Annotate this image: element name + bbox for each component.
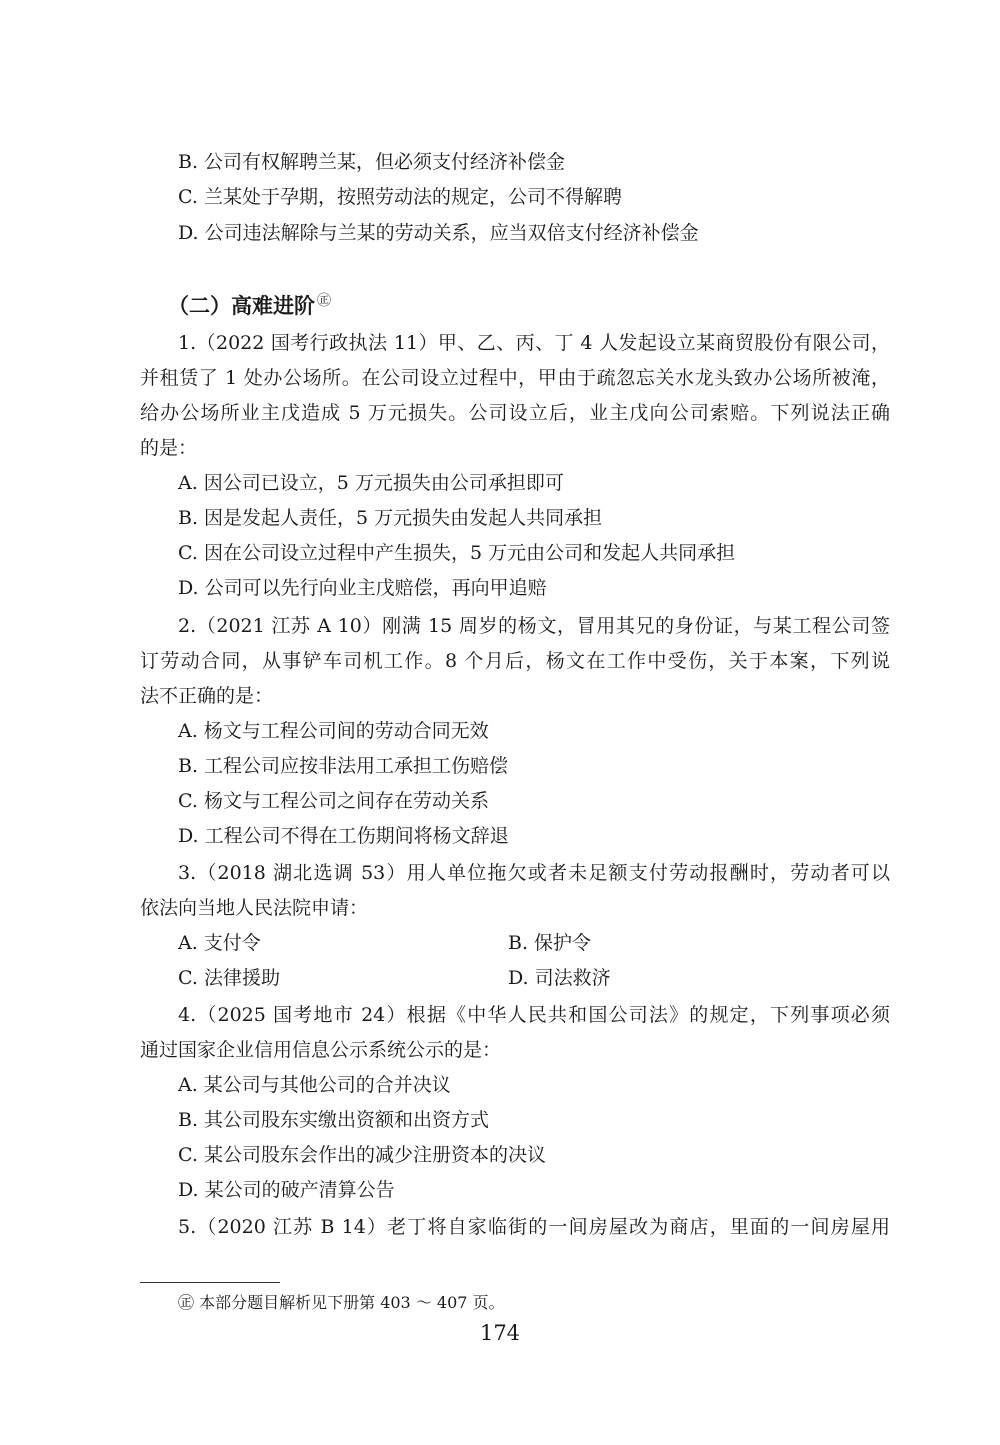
q2-line-2: 订劳动合同，从事铲车司机工作。8 个月后，杨文在工作中受伤，关于本案，下列说 <box>140 650 890 672</box>
q3-option-d: D. 司法救济 <box>508 967 611 989</box>
flower-mark-icon: ㊣ <box>317 293 331 309</box>
q2-option-a: A. 杨文与工程公司间的劳动合同无效 <box>178 720 489 742</box>
q5-line-1: 5.（2020 江苏 B 14）老丁将自家临街的一间房屋改为商店，里面的一间房屋用 <box>178 1216 890 1238</box>
footnote <box>178 1293 505 1313</box>
q4-option-a: A. 某公司与其他公司的合并决议 <box>178 1074 451 1096</box>
q3-option-b: B. 保护令 <box>508 932 592 954</box>
q2-line-3: 法不正确的是： <box>140 685 274 707</box>
q2-option-d: D. 工程公司不得在工伤期间将杨文辞退 <box>178 825 509 847</box>
section-heading <box>168 287 331 320</box>
q1-option-c: C. 因在公司设立过程中产生损失，5 万元由公司和发起人共同承担 <box>178 542 736 564</box>
q1-line-4: 的是： <box>140 437 198 459</box>
q4-option-b: B. 其公司股东实缴出资额和出资方式 <box>178 1109 490 1131</box>
q1-option-b: B. 因是发起人责任，5 万元损失由发起人共同承担 <box>178 507 603 529</box>
q2-option-b: B. 工程公司应按非法用工承担工伤赔偿 <box>178 755 509 777</box>
q1-line-3: 给办公场所业主戊造成 5 万元损失。公司设立后，业主戊向公司索赔。下列说法正确 <box>140 402 890 424</box>
footnote-divider <box>140 1282 280 1283</box>
q3-line-2: 依法向当地人民法院申请： <box>140 897 369 919</box>
q1-option-d: D. 公司可以先行向业主戊赔偿，再向甲追赔 <box>178 577 547 599</box>
q1-line-1: 1.（2022 国考行政执法 11）甲、乙、丙、丁 4 人发起设立某商贸股份有限公司， <box>178 332 890 354</box>
option-c-prev: C. 兰某处于孕期，按照劳动法的规定，公司不得解聘 <box>178 186 622 208</box>
q4-option-d: D. 某公司的破产清算公告 <box>178 1179 395 1201</box>
page-number: 174 <box>479 1321 521 1345</box>
q4-line-2: 通过国家企业信用信息公示系统公示的是： <box>140 1039 502 1061</box>
footnote-mark-icon: ㊣ <box>178 1293 195 1312</box>
q1-line-2: 并租赁了 1 处办公场所。在公司设立过程中，甲由于疏忽忘关水龙头致办公场所被淹， <box>140 367 890 389</box>
q3-option-a: A. 支付令 <box>178 932 261 954</box>
section-title: （二）高难进阶 <box>168 294 315 318</box>
q2-line-1: 2.（2021 江苏 A 10）刚满 15 周岁的杨文，冒用其兄的身份证，与某工程公司签 <box>178 615 890 637</box>
option-d-prev: D. 公司违法解除与兰某的劳动关系，应当双倍支付经济补偿金 <box>178 222 699 244</box>
option-b-prev: B. 公司有权解聘兰某，但必须支付经济补偿金 <box>178 151 566 173</box>
q3-option-c: C. 法律援助 <box>178 967 280 989</box>
q4-line-1: 4.（2025 国考地市 24）根据《中华人民共和国公司法》的规定，下列事项必须 <box>178 1004 890 1026</box>
footnote-text: 本部分题目解析见下册第 403 ～ 407 页。 <box>199 1293 505 1312</box>
q2-option-c: C. 杨文与工程公司之间存在劳动关系 <box>178 790 489 812</box>
q1-option-a: A. 因公司已设立，5 万元损失由公司承担即可 <box>178 472 564 494</box>
q4-option-c: C. 某公司股东会作出的减少注册资本的决议 <box>178 1144 546 1166</box>
q3-line-1: 3.（2018 湖北选调 53）用人单位拖欠或者未足额支付劳动报酬时，劳动者可以 <box>178 862 890 884</box>
